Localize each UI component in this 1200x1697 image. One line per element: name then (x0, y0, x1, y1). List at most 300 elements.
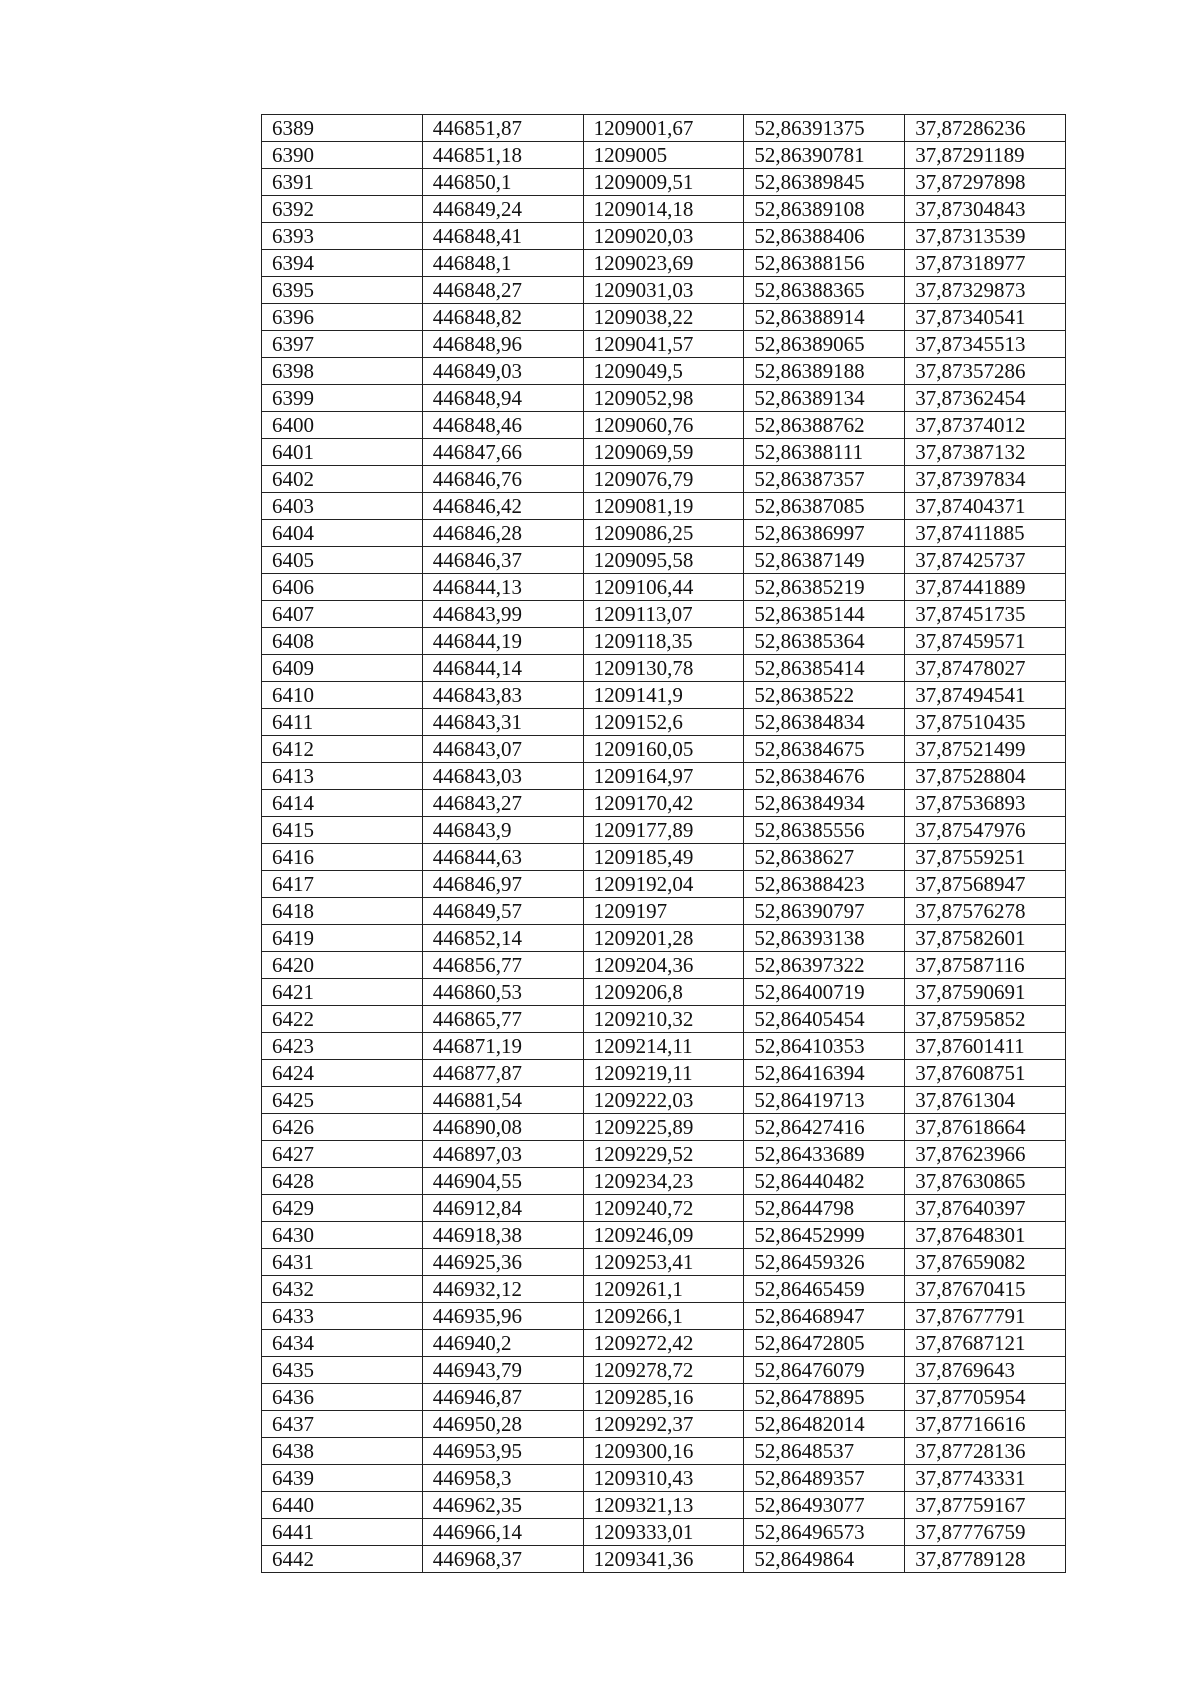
y-coordinate-cell: 1209009,51 (583, 169, 744, 196)
table-row (262, 1411, 1066, 1438)
table-row (262, 1006, 1066, 1033)
latitude-cell: 52,86385219 (744, 574, 905, 601)
longitude-cell: 37,87340541 (905, 304, 1066, 331)
y-coordinate-cell: 1209192,04 (583, 871, 744, 898)
longitude-cell: 37,87304843 (905, 196, 1066, 223)
latitude-cell: 52,86389134 (744, 385, 905, 412)
x-coordinate-cell: 446850,1 (422, 169, 583, 196)
point-number-cell: 6425 (262, 1087, 423, 1114)
latitude-cell: 52,8649864 (744, 1546, 905, 1573)
longitude-cell: 37,87559251 (905, 844, 1066, 871)
latitude-cell: 52,86419713 (744, 1087, 905, 1114)
table-row (262, 682, 1066, 709)
longitude-cell: 37,87670415 (905, 1276, 1066, 1303)
coordinates-table-body (262, 115, 1066, 1573)
latitude-cell: 52,86390797 (744, 898, 905, 925)
y-coordinate-cell: 1209210,32 (583, 1006, 744, 1033)
y-coordinate-cell: 1209113,07 (583, 601, 744, 628)
latitude-cell: 52,86416394 (744, 1060, 905, 1087)
x-coordinate-cell: 446935,96 (422, 1303, 583, 1330)
table-row (262, 520, 1066, 547)
longitude-cell: 37,87576278 (905, 898, 1066, 925)
x-coordinate-cell: 446846,97 (422, 871, 583, 898)
y-coordinate-cell: 1209201,28 (583, 925, 744, 952)
x-coordinate-cell: 446871,19 (422, 1033, 583, 1060)
table-row (262, 1465, 1066, 1492)
latitude-cell: 52,86410353 (744, 1033, 905, 1060)
y-coordinate-cell: 1209141,9 (583, 682, 744, 709)
y-coordinate-cell: 1209204,36 (583, 952, 744, 979)
y-coordinate-cell: 1209253,41 (583, 1249, 744, 1276)
y-coordinate-cell: 1209060,76 (583, 412, 744, 439)
table-row (262, 1384, 1066, 1411)
point-number-cell: 6408 (262, 628, 423, 655)
table-row (262, 1141, 1066, 1168)
table-row (262, 412, 1066, 439)
longitude-cell: 37,87510435 (905, 709, 1066, 736)
y-coordinate-cell: 1209310,43 (583, 1465, 744, 1492)
table-row (262, 1249, 1066, 1276)
point-number-cell: 6389 (262, 115, 423, 142)
longitude-cell: 37,87374012 (905, 412, 1066, 439)
latitude-cell: 52,86468947 (744, 1303, 905, 1330)
x-coordinate-cell: 446843,27 (422, 790, 583, 817)
y-coordinate-cell: 1209341,36 (583, 1546, 744, 1573)
latitude-cell: 52,86440482 (744, 1168, 905, 1195)
latitude-cell: 52,86472805 (744, 1330, 905, 1357)
x-coordinate-cell: 446966,14 (422, 1519, 583, 1546)
x-coordinate-cell: 446843,99 (422, 601, 583, 628)
latitude-cell: 52,86387085 (744, 493, 905, 520)
x-coordinate-cell: 446912,84 (422, 1195, 583, 1222)
table-row (262, 1087, 1066, 1114)
latitude-cell: 52,86482014 (744, 1411, 905, 1438)
point-number-cell: 6430 (262, 1222, 423, 1249)
y-coordinate-cell: 1209020,03 (583, 223, 744, 250)
x-coordinate-cell: 446943,79 (422, 1357, 583, 1384)
coordinates-table (261, 114, 1066, 1573)
table-row (262, 871, 1066, 898)
table-row (262, 1303, 1066, 1330)
x-coordinate-cell: 446865,77 (422, 1006, 583, 1033)
y-coordinate-cell: 1209177,89 (583, 817, 744, 844)
y-coordinate-cell: 1209152,6 (583, 709, 744, 736)
x-coordinate-cell: 446848,96 (422, 331, 583, 358)
latitude-cell: 52,86384676 (744, 763, 905, 790)
y-coordinate-cell: 1209278,72 (583, 1357, 744, 1384)
point-number-cell: 6436 (262, 1384, 423, 1411)
longitude-cell: 37,87728136 (905, 1438, 1066, 1465)
longitude-cell: 37,87789128 (905, 1546, 1066, 1573)
latitude-cell: 52,86476079 (744, 1357, 905, 1384)
latitude-cell: 52,86433689 (744, 1141, 905, 1168)
y-coordinate-cell: 1209052,98 (583, 385, 744, 412)
longitude-cell: 37,87648301 (905, 1222, 1066, 1249)
table-row (262, 898, 1066, 925)
x-coordinate-cell: 446918,38 (422, 1222, 583, 1249)
table-row (262, 439, 1066, 466)
table-row (262, 1222, 1066, 1249)
table-row (262, 250, 1066, 277)
longitude-cell: 37,87716616 (905, 1411, 1066, 1438)
point-number-cell: 6411 (262, 709, 423, 736)
x-coordinate-cell: 446846,76 (422, 466, 583, 493)
point-number-cell: 6439 (262, 1465, 423, 1492)
longitude-cell: 37,87623966 (905, 1141, 1066, 1168)
table-row (262, 385, 1066, 412)
longitude-cell: 37,87387132 (905, 439, 1066, 466)
longitude-cell: 37,87618664 (905, 1114, 1066, 1141)
latitude-cell: 52,86389188 (744, 358, 905, 385)
latitude-cell: 52,8638627 (744, 844, 905, 871)
x-coordinate-cell: 446844,14 (422, 655, 583, 682)
table-row (262, 1195, 1066, 1222)
longitude-cell: 37,87329873 (905, 277, 1066, 304)
x-coordinate-cell: 446848,1 (422, 250, 583, 277)
point-number-cell: 6391 (262, 169, 423, 196)
longitude-cell: 37,87687121 (905, 1330, 1066, 1357)
table-row (262, 655, 1066, 682)
latitude-cell: 52,86384675 (744, 736, 905, 763)
y-coordinate-cell: 1209222,03 (583, 1087, 744, 1114)
x-coordinate-cell: 446968,37 (422, 1546, 583, 1573)
x-coordinate-cell: 446847,66 (422, 439, 583, 466)
point-number-cell: 6406 (262, 574, 423, 601)
latitude-cell: 52,8644798 (744, 1195, 905, 1222)
longitude-cell: 37,87291189 (905, 142, 1066, 169)
table-row (262, 1546, 1066, 1573)
latitude-cell: 52,86385414 (744, 655, 905, 682)
point-number-cell: 6393 (262, 223, 423, 250)
point-number-cell: 6428 (262, 1168, 423, 1195)
point-number-cell: 6417 (262, 871, 423, 898)
table-row (262, 709, 1066, 736)
latitude-cell: 52,8638522 (744, 682, 905, 709)
latitude-cell: 52,86452999 (744, 1222, 905, 1249)
point-number-cell: 6407 (262, 601, 423, 628)
latitude-cell: 52,86478895 (744, 1384, 905, 1411)
point-number-cell: 6414 (262, 790, 423, 817)
x-coordinate-cell: 446860,53 (422, 979, 583, 1006)
latitude-cell: 52,86397322 (744, 952, 905, 979)
longitude-cell: 37,8761304 (905, 1087, 1066, 1114)
latitude-cell: 52,86387149 (744, 547, 905, 574)
y-coordinate-cell: 1209214,11 (583, 1033, 744, 1060)
point-number-cell: 6400 (262, 412, 423, 439)
table-row (262, 466, 1066, 493)
y-coordinate-cell: 1209292,37 (583, 1411, 744, 1438)
table-row (262, 925, 1066, 952)
longitude-cell: 37,87608751 (905, 1060, 1066, 1087)
x-coordinate-cell: 446848,46 (422, 412, 583, 439)
longitude-cell: 37,87776759 (905, 1519, 1066, 1546)
point-number-cell: 6438 (262, 1438, 423, 1465)
x-coordinate-cell: 446846,42 (422, 493, 583, 520)
longitude-cell: 37,87318977 (905, 250, 1066, 277)
latitude-cell: 52,8648537 (744, 1438, 905, 1465)
table-row (262, 790, 1066, 817)
y-coordinate-cell: 1209041,57 (583, 331, 744, 358)
x-coordinate-cell: 446953,95 (422, 1438, 583, 1465)
x-coordinate-cell: 446852,14 (422, 925, 583, 952)
point-number-cell: 6397 (262, 331, 423, 358)
point-number-cell: 6390 (262, 142, 423, 169)
y-coordinate-cell: 1209076,79 (583, 466, 744, 493)
x-coordinate-cell: 446904,55 (422, 1168, 583, 1195)
point-number-cell: 6420 (262, 952, 423, 979)
latitude-cell: 52,86388762 (744, 412, 905, 439)
point-number-cell: 6418 (262, 898, 423, 925)
x-coordinate-cell: 446844,63 (422, 844, 583, 871)
x-coordinate-cell: 446843,83 (422, 682, 583, 709)
y-coordinate-cell: 1209170,42 (583, 790, 744, 817)
longitude-cell: 37,87459571 (905, 628, 1066, 655)
x-coordinate-cell: 446848,27 (422, 277, 583, 304)
y-coordinate-cell: 1209130,78 (583, 655, 744, 682)
latitude-cell: 52,86388914 (744, 304, 905, 331)
longitude-cell: 37,87286236 (905, 115, 1066, 142)
point-number-cell: 6437 (262, 1411, 423, 1438)
longitude-cell: 37,87705954 (905, 1384, 1066, 1411)
table-row (262, 304, 1066, 331)
longitude-cell: 37,8769643 (905, 1357, 1066, 1384)
point-number-cell: 6441 (262, 1519, 423, 1546)
x-coordinate-cell: 446856,77 (422, 952, 583, 979)
point-number-cell: 6415 (262, 817, 423, 844)
x-coordinate-cell: 446849,24 (422, 196, 583, 223)
y-coordinate-cell: 1209219,11 (583, 1060, 744, 1087)
y-coordinate-cell: 1209038,22 (583, 304, 744, 331)
y-coordinate-cell: 1209023,69 (583, 250, 744, 277)
longitude-cell: 37,87397834 (905, 466, 1066, 493)
y-coordinate-cell: 1209197 (583, 898, 744, 925)
y-coordinate-cell: 1209086,25 (583, 520, 744, 547)
latitude-cell: 52,86388156 (744, 250, 905, 277)
point-number-cell: 6409 (262, 655, 423, 682)
table-row (262, 196, 1066, 223)
longitude-cell: 37,87536893 (905, 790, 1066, 817)
table-row (262, 736, 1066, 763)
point-number-cell: 6403 (262, 493, 423, 520)
longitude-cell: 37,87590691 (905, 979, 1066, 1006)
x-coordinate-cell: 446932,12 (422, 1276, 583, 1303)
longitude-cell: 37,87743331 (905, 1465, 1066, 1492)
table-row (262, 628, 1066, 655)
point-number-cell: 6401 (262, 439, 423, 466)
x-coordinate-cell: 446843,07 (422, 736, 583, 763)
x-coordinate-cell: 446843,31 (422, 709, 583, 736)
longitude-cell: 37,87595852 (905, 1006, 1066, 1033)
y-coordinate-cell: 1209185,49 (583, 844, 744, 871)
point-number-cell: 6405 (262, 547, 423, 574)
latitude-cell: 52,86489357 (744, 1465, 905, 1492)
longitude-cell: 37,87411885 (905, 520, 1066, 547)
point-number-cell: 6426 (262, 1114, 423, 1141)
latitude-cell: 52,86389845 (744, 169, 905, 196)
x-coordinate-cell: 446848,82 (422, 304, 583, 331)
y-coordinate-cell: 1209206,8 (583, 979, 744, 1006)
x-coordinate-cell: 446843,03 (422, 763, 583, 790)
y-coordinate-cell: 1209240,72 (583, 1195, 744, 1222)
latitude-cell: 52,86386997 (744, 520, 905, 547)
latitude-cell: 52,86405454 (744, 1006, 905, 1033)
table-row (262, 1519, 1066, 1546)
longitude-cell: 37,87362454 (905, 385, 1066, 412)
table-row (262, 817, 1066, 844)
y-coordinate-cell: 1209095,58 (583, 547, 744, 574)
y-coordinate-cell: 1209049,5 (583, 358, 744, 385)
longitude-cell: 37,87441889 (905, 574, 1066, 601)
longitude-cell: 37,87494541 (905, 682, 1066, 709)
point-number-cell: 6427 (262, 1141, 423, 1168)
table-row (262, 493, 1066, 520)
longitude-cell: 37,87630865 (905, 1168, 1066, 1195)
table-row (262, 601, 1066, 628)
point-number-cell: 6423 (262, 1033, 423, 1060)
longitude-cell: 37,87313539 (905, 223, 1066, 250)
latitude-cell: 52,86391375 (744, 115, 905, 142)
table-row (262, 358, 1066, 385)
point-number-cell: 6395 (262, 277, 423, 304)
point-number-cell: 6435 (262, 1357, 423, 1384)
y-coordinate-cell: 1209005 (583, 142, 744, 169)
point-number-cell: 6421 (262, 979, 423, 1006)
table-row (262, 115, 1066, 142)
y-coordinate-cell: 1209001,67 (583, 115, 744, 142)
longitude-cell: 37,87521499 (905, 736, 1066, 763)
point-number-cell: 6442 (262, 1546, 423, 1573)
longitude-cell: 37,87404371 (905, 493, 1066, 520)
table-row (262, 223, 1066, 250)
longitude-cell: 37,87451735 (905, 601, 1066, 628)
table-row (262, 1492, 1066, 1519)
point-number-cell: 6399 (262, 385, 423, 412)
longitude-cell: 37,87425737 (905, 547, 1066, 574)
longitude-cell: 37,87345513 (905, 331, 1066, 358)
longitude-cell: 37,87659082 (905, 1249, 1066, 1276)
point-number-cell: 6398 (262, 358, 423, 385)
latitude-cell: 52,86388423 (744, 871, 905, 898)
x-coordinate-cell: 446925,36 (422, 1249, 583, 1276)
x-coordinate-cell: 446877,87 (422, 1060, 583, 1087)
longitude-cell: 37,87601411 (905, 1033, 1066, 1060)
point-number-cell: 6412 (262, 736, 423, 763)
point-number-cell: 6396 (262, 304, 423, 331)
y-coordinate-cell: 1209118,35 (583, 628, 744, 655)
latitude-cell: 52,86385556 (744, 817, 905, 844)
latitude-cell: 52,86389065 (744, 331, 905, 358)
latitude-cell: 52,86385144 (744, 601, 905, 628)
point-number-cell: 6431 (262, 1249, 423, 1276)
y-coordinate-cell: 1209300,16 (583, 1438, 744, 1465)
x-coordinate-cell: 446844,13 (422, 574, 583, 601)
point-number-cell: 6434 (262, 1330, 423, 1357)
x-coordinate-cell: 446851,18 (422, 142, 583, 169)
longitude-cell: 37,87478027 (905, 655, 1066, 682)
table-row (262, 574, 1066, 601)
x-coordinate-cell: 446849,03 (422, 358, 583, 385)
point-number-cell: 6410 (262, 682, 423, 709)
longitude-cell: 37,87357286 (905, 358, 1066, 385)
longitude-cell: 37,87587116 (905, 952, 1066, 979)
longitude-cell: 37,87759167 (905, 1492, 1066, 1519)
y-coordinate-cell: 1209266,1 (583, 1303, 744, 1330)
y-coordinate-cell: 1209160,05 (583, 736, 744, 763)
longitude-cell: 37,87568947 (905, 871, 1066, 898)
point-number-cell: 6402 (262, 466, 423, 493)
table-row (262, 331, 1066, 358)
y-coordinate-cell: 1209333,01 (583, 1519, 744, 1546)
y-coordinate-cell: 1209261,1 (583, 1276, 744, 1303)
latitude-cell: 52,86393138 (744, 925, 905, 952)
table-row (262, 952, 1066, 979)
table-row (262, 1033, 1066, 1060)
point-number-cell: 6416 (262, 844, 423, 871)
table-row (262, 142, 1066, 169)
y-coordinate-cell: 1209069,59 (583, 439, 744, 466)
point-number-cell: 6440 (262, 1492, 423, 1519)
y-coordinate-cell: 1209225,89 (583, 1114, 744, 1141)
x-coordinate-cell: 446881,54 (422, 1087, 583, 1114)
x-coordinate-cell: 446848,94 (422, 385, 583, 412)
y-coordinate-cell: 1209229,52 (583, 1141, 744, 1168)
y-coordinate-cell: 1209246,09 (583, 1222, 744, 1249)
y-coordinate-cell: 1209164,97 (583, 763, 744, 790)
point-number-cell: 6394 (262, 250, 423, 277)
latitude-cell: 52,86493077 (744, 1492, 905, 1519)
latitude-cell: 52,86388111 (744, 439, 905, 466)
table-row (262, 277, 1066, 304)
x-coordinate-cell: 446844,19 (422, 628, 583, 655)
longitude-cell: 37,87582601 (905, 925, 1066, 952)
x-coordinate-cell: 446843,9 (422, 817, 583, 844)
point-number-cell: 6432 (262, 1276, 423, 1303)
x-coordinate-cell: 446848,41 (422, 223, 583, 250)
x-coordinate-cell: 446849,57 (422, 898, 583, 925)
x-coordinate-cell: 446897,03 (422, 1141, 583, 1168)
point-number-cell: 6433 (262, 1303, 423, 1330)
latitude-cell: 52,86385364 (744, 628, 905, 655)
table-row (262, 844, 1066, 871)
x-coordinate-cell: 446958,3 (422, 1465, 583, 1492)
table-row (262, 763, 1066, 790)
longitude-cell: 37,87640397 (905, 1195, 1066, 1222)
latitude-cell: 52,86427416 (744, 1114, 905, 1141)
latitude-cell: 52,86388406 (744, 223, 905, 250)
table-row (262, 1438, 1066, 1465)
latitude-cell: 52,86387357 (744, 466, 905, 493)
y-coordinate-cell: 1209321,13 (583, 1492, 744, 1519)
latitude-cell: 52,86465459 (744, 1276, 905, 1303)
point-number-cell: 6392 (262, 196, 423, 223)
table-row (262, 979, 1066, 1006)
x-coordinate-cell: 446946,87 (422, 1384, 583, 1411)
x-coordinate-cell: 446940,2 (422, 1330, 583, 1357)
point-number-cell: 6429 (262, 1195, 423, 1222)
latitude-cell: 52,86459326 (744, 1249, 905, 1276)
y-coordinate-cell: 1209081,19 (583, 493, 744, 520)
point-number-cell: 6424 (262, 1060, 423, 1087)
latitude-cell: 52,86496573 (744, 1519, 905, 1546)
y-coordinate-cell: 1209272,42 (583, 1330, 744, 1357)
longitude-cell: 37,87528804 (905, 763, 1066, 790)
latitude-cell: 52,86389108 (744, 196, 905, 223)
latitude-cell: 52,86384934 (744, 790, 905, 817)
point-number-cell: 6419 (262, 925, 423, 952)
y-coordinate-cell: 1209014,18 (583, 196, 744, 223)
latitude-cell: 52,86400719 (744, 979, 905, 1006)
x-coordinate-cell: 446962,35 (422, 1492, 583, 1519)
